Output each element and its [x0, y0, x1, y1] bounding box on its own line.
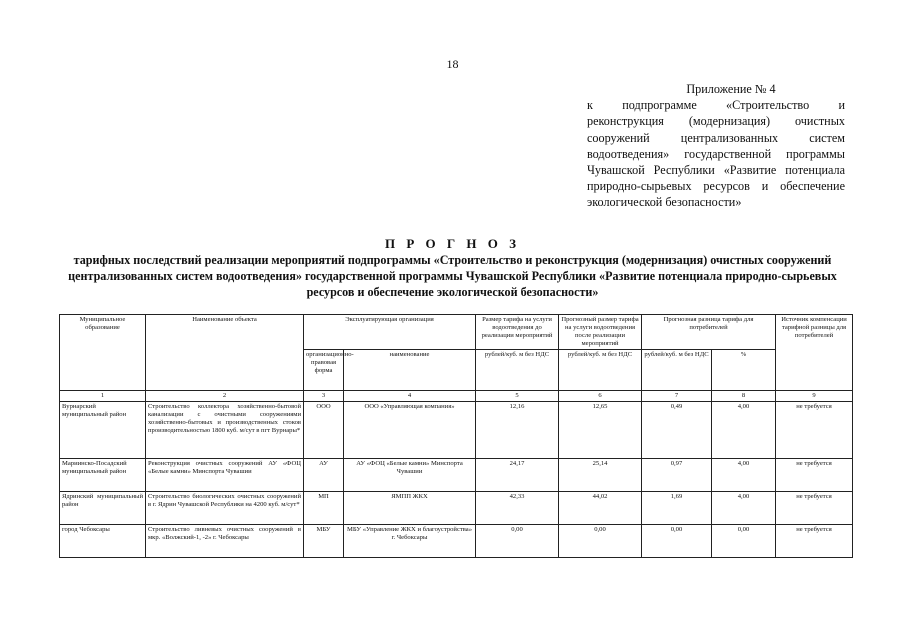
cell-compensation: не требуется — [776, 459, 853, 492]
cell-tariff-forecast: 12,65 — [559, 402, 642, 459]
header-tariff-before: Размер тарифа на услуги водоотведения до реализации мероприятий — [476, 315, 559, 350]
cell-object: Строительство коллектора хозяйственно-бытовой канализации с очистными сооружениями хозяйственно-бытовых и производственных стоков производительностью 1800 куб. м/сут в пгт Вурнары* — [146, 402, 304, 459]
cell-difference: 0,00 — [642, 525, 712, 558]
cell-tariff-before: 42,33 — [476, 492, 559, 525]
header-operator-form: организационно-правовая форма — [304, 350, 344, 391]
column-number: 9 — [776, 391, 853, 402]
cell-tariff-before: 12,16 — [476, 402, 559, 459]
cell-form: МБУ — [304, 525, 344, 558]
appendix-block — [587, 81, 845, 211]
header-row — [60, 315, 853, 350]
cell-name: АУ «ФОЦ «Белые камни» Минспорта Чувашии — [344, 459, 476, 492]
cell-name: ООО «Управляющая компания» — [344, 402, 476, 459]
header-object: Наименование объекта — [146, 315, 304, 391]
cell-percent: 4,00 — [712, 492, 776, 525]
table-row — [60, 402, 853, 459]
column-number: 5 — [476, 391, 559, 402]
header-unit-difference: рублей/куб. м без НДС — [642, 350, 712, 391]
header-difference: Прогнозная разница тарифа для потребителей — [642, 315, 776, 350]
cell-name: МБУ «Управление ЖКХ и благоустройства» г. Чебоксары — [344, 525, 476, 558]
column-number: 2 — [146, 391, 304, 402]
cell-compensation: не требуется — [776, 492, 853, 525]
header-municipality: Муниципальное образование — [60, 315, 146, 391]
cell-municipality: Ядринский муниципальный район — [60, 492, 146, 525]
cell-form: АУ — [304, 459, 344, 492]
header-tariff-forecast: Прогнозный размер тарифа на услуги водоотведения после реализации мероприятий — [559, 315, 642, 350]
cell-municipality: Вурнарский муниципальный район — [60, 402, 146, 459]
cell-compensation: не требуется — [776, 525, 853, 558]
cell-percent: 4,00 — [712, 402, 776, 459]
appendix-text: к подпрограмме «Строительство и реконструкция (модернизация) очистных сооружений централизованных систем водоотведения» государственной программы Чувашской Республики «Развитие потенциала природно-сырьевых ресурсов и обеспечение экологической безопасности» — [587, 98, 845, 210]
column-number: 1 — [60, 391, 146, 402]
cell-object: Строительство ливневых очистных сооружений в мкр. «Волжский-1, -2» г. Чебоксары — [146, 525, 304, 558]
cell-municipality: город Чебоксары — [60, 525, 146, 558]
header-unit-percent: % — [712, 350, 776, 391]
appendix-title: Приложение № 4 — [686, 82, 776, 96]
cell-difference: 0,97 — [642, 459, 712, 492]
cell-tariff-forecast: 0,00 — [559, 525, 642, 558]
column-number: 6 — [559, 391, 642, 402]
table-row — [60, 459, 853, 492]
header-unit-forecast: рублей/куб. м без НДС — [559, 350, 642, 391]
column-number: 7 — [642, 391, 712, 402]
cell-form: ООО — [304, 402, 344, 459]
cell-compensation: не требуется — [776, 402, 853, 459]
column-number: 3 — [304, 391, 344, 402]
cell-difference: 1,69 — [642, 492, 712, 525]
cell-percent: 4,00 — [712, 459, 776, 492]
page-number: 18 — [446, 57, 459, 71]
column-number: 4 — [344, 391, 476, 402]
cell-tariff-before: 0,00 — [476, 525, 559, 558]
forecast-table — [59, 314, 853, 558]
header-unit-before: рублей/куб. м без НДС — [476, 350, 559, 391]
cell-tariff-forecast: 44,02 — [559, 492, 642, 525]
cell-name: ЯМПП ЖКХ — [344, 492, 476, 525]
cell-object: Строительство биологических очистных сооружений в г. Ядрин Чувашской Республики на 4200 куб. м/сут* — [146, 492, 304, 525]
cell-tariff-before: 24,17 — [476, 459, 559, 492]
cell-municipality: Мариинско-Посадский муниципальный район — [60, 459, 146, 492]
cell-percent: 0,00 — [712, 525, 776, 558]
header-compensation: Источник компенсации тарифной разницы для потребителей — [776, 315, 853, 391]
table-row — [60, 525, 853, 558]
header-operator-name: наименование — [344, 350, 476, 391]
header-operator: Эксплуатирующая организация — [304, 315, 476, 350]
cell-difference: 0,49 — [642, 402, 712, 459]
document-subtitle: тарифных последствий реализации мероприятий подпрограммы «Строительство и реконструкция (модернизация) очистных сооружений централизованных систем водоотведения» государственной программы Чувашской Республики «Развитие потенциала природно-сырьевых ресурсов и обеспечение экологической безопасности» — [68, 253, 837, 300]
column-numbers-row — [60, 391, 853, 402]
cell-form: МП — [304, 492, 344, 525]
table-row — [60, 492, 853, 525]
document-title: П Р О Г Н О З — [384, 236, 521, 251]
cell-object: Реконструкция очистных сооружений АУ «ФОЦ «Белые камни» Минспорта Чувашии — [146, 459, 304, 492]
column-number: 8 — [712, 391, 776, 402]
cell-tariff-forecast: 25,14 — [559, 459, 642, 492]
